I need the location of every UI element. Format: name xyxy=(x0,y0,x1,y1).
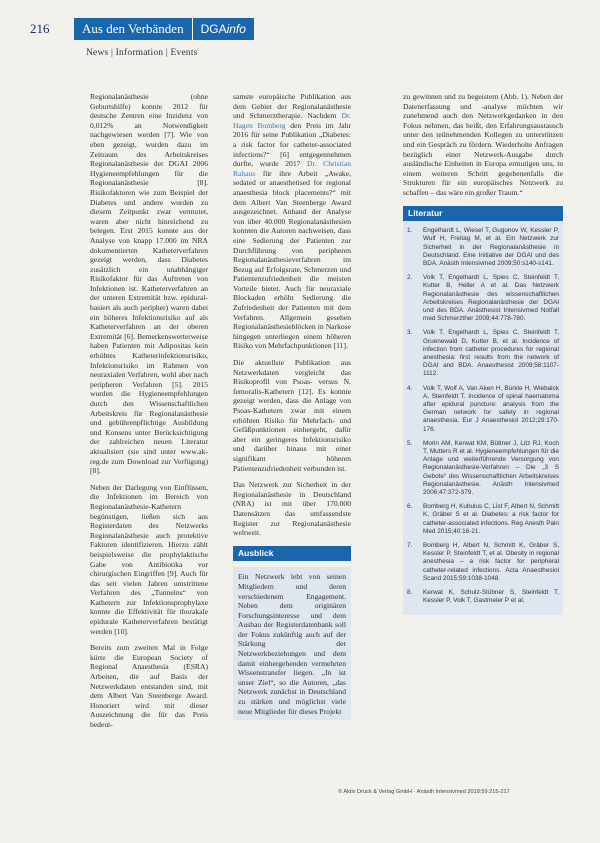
magazine-suffix: info xyxy=(226,22,246,36)
reference-text: Kerwat K, Schulz-Stübner S, Steinfeldt T, Kessler P, Volk T, Gastmeier P et al. xyxy=(423,589,559,605)
reference-number: 2. xyxy=(407,274,413,282)
page-number: 216 xyxy=(30,21,50,36)
magazine-prefix: DGA xyxy=(200,22,227,36)
reference-item xyxy=(407,274,559,323)
text-column-2 xyxy=(233,92,351,720)
ausblick-heading: Ausblick xyxy=(233,546,351,562)
magazine-name xyxy=(192,18,254,40)
text-run: den Preis im Jahr 2016 für seine Publikation „Diabetes: a risk factor for catheter-associated infections?“ [6] entgegennehmen durfte, wurde 2017 xyxy=(233,120,351,169)
reference-text: Bomberg H, Kubulus C, List F, Albert N, Schmitt K, Gräber S et al. Diabetes: a risk factor for catheter-associated infections. Reg Anesth Pain Med 2015;40:16-21. xyxy=(423,503,559,535)
text-column-3 xyxy=(403,92,563,615)
section-title: Aus den Verbänden xyxy=(74,18,192,40)
paragraph: Neben der Darlegung von Einflüssen, die Infektionen im Bereich von Regionalanästhesie-Kathetern begünstigen, ließen sich aus Registerdaten des Netzwerks Regionalanästhesie auch protektive Faktoren identifizieren. Hierzu zählt beispielsweise die prophylaktische Gabe von Antibiotika vor chirurgischen Eingriffen [9]. Auch für das seit vielen Jahren umstrittene Verfahren des „Tunnelns“ von Kathetern zur Infektionsprophylaxe konnte die Effektivität für thorakale epidurale Katheterverfahren bestätigt werden [10]. xyxy=(90,482,208,636)
paragraph: Die aktuellste Publikation aus Netzwerkdaten vergleicht das Risikoprofil von Psoas- versus N. femoralis-Kathetern [12]. Es konnte gezeigt werden, dass die Anlage von Psoas-Kathetern zwar mit einem erhöhten Risiko für Mehrfach- und Gefäßpunktionen einhergeht, dafür aber ein geringeres Infektionsrisiko und darüber hinaus mit einer signifikant höheren Patientenzufriedenheit verbunden ist. xyxy=(233,358,351,473)
reference-item xyxy=(407,329,559,378)
reference-text: Volk T, Engelhardt L, Spies C, Steinfeldt T, Kutter B, Heller A et al. Das Netzwerk Regionalanästhesie des wissenschaftlichen Arbeitskreises Regionalanästhesie der DGAI und des BDA. Anästhesist Intensivmed Notfall med Schmerzther 2009;44:778-780. xyxy=(423,274,559,323)
text-run: für ihre Arbeit „Awake, sedated or anaesthetised for regional anaesthesia block placements?“ mit dem Albert Van Steenberge Award ausgezeichnet. Anhand der Analyse von über 40.000 Regionalanästhesien konnten die Autoren nachweisen, dass eine Sedierung der Patienten zur Durchführung von peripheren Regionalanästhesieverfahren im Bezug auf Erfolgsrate, Schmerzen und Patientenzufriedenheit die meisten Vorteile bietet. Auch für neuraxiale Blockaden erhöht Sedierung die Zufriedenheit der Patienten mit dem Verfahren. Allgemein gesehen Regionalanästhesieblöcken in Narkose hingegen unterliegen einem höheren Risiko von Mehrfachpunktionen [11]. xyxy=(233,168,351,351)
page-footer: © Aktiv Druck & Verlag GmbH · Anästh Intensivmed 2018;59:215-217 xyxy=(338,789,510,795)
author-name: Dr. Hagen Bomberg xyxy=(233,111,351,130)
section-subheader: News | Information | Events xyxy=(86,48,198,58)
paragraph: Das Netzwerk zur Sicherheit in der Regionalanästhesie in Deutschland (NRA) ist mit über 170.000 Datensätzen das umfassendste Register zur Regionalanästhesie weltweit. xyxy=(233,480,351,538)
ausblick-box xyxy=(233,546,351,721)
reference-text: Bomberg H, Albert N, Schmitt K, Gräber S, Kessler P, Steinfeldt T, et al. Obesity in regional anesthesia – a risk factor for peripheral catheter-related infections. Acta Anaesthesiol Scand 2015;59:1038-1048. xyxy=(423,542,559,582)
paragraph: Ein Netzwerk lebt von seinen Mitgliedern und deren verschiedenem Engagement. Neben dem originären Forschungsinteresse und dem Ausbau der Registerdatenbank soll der Fokus zukünftig auch auf der Stärkung der Netzwerkbeziehungen und dem damit einhergehenden vermehrten Wissenstransfer liegen. „In ist unser Ziel“, so die Autoren, „das Netzwerk zunächst in Deutschland zu stärken und möglichst viele neue Mitglieder für dieses Projekt xyxy=(238,572,346,716)
reference-item xyxy=(407,440,559,497)
reference-text: Morin AM, Kerwat KM, Büttner J, Litz RJ, Koch T, Mutters R et al. Hygieneempfehlungen für die Anlage und weiterführende Versorgung von Regionalanästhesie-Verfahren – Die „3 S Gebote“ des Wissenschaftlichen Arbeitskreises Regionalanästhesie. Anästh Intensivmed 2006;47:372-379. xyxy=(423,439,559,497)
reference-number: 3. xyxy=(407,329,413,337)
paragraph: Bereits zum zweiten Mal in Folge kürte die European Society of Regional Anaesthesia (ESRA) Arbeiten, die auf Basis der Netzwerkdaten entstanden sind, mit dem Albert Van Steenberge Award. Honoriert wird mit dieser Auszeichnung die für das Preis bedeut- xyxy=(90,643,208,729)
page-header xyxy=(30,18,590,40)
reference-item xyxy=(407,227,559,268)
reference-number: 8. xyxy=(407,589,413,597)
paragraph: Regionalanästhesie (ohne Geburtshilfe) konnte 2012 für deutsche Zentren eine Inzidenz von 0,012% an Notwendigkeit nachgewiesen werden [7]. Wie von eben gezeigt, wurden dazu im Zeitraum des Arbeitskreises Regionalanästhesie der DGAI 2006 Hygieneempfehlungen für die Regionalanästhesie [8]. Risikofaktoren wie zum Beispiel der Diabetes und andere wurden zu diesem Zeitpunkt zwar vermutet, waren aber nicht hinreichend zu belegen. Erst 2015 konnte aus der Analyse von knapp 17.000 im NRA dokumentierten Katheterverfahren gezeigt werden, dass Diabetes zusätzlich ein unabhängiger Risikofaktor für das Auftreten von Infektionen ist. Katheterverfahren an der unteren Extremität bzw. epidural-basiert als auch peripher) waren dabei ein höheres Infektionsrisiko auf als Katheterverfahren an der oberen Extremität [6]. Bemerkenswerterweise haben Patienten mit Adipositas kein erhöhtes Katheterinfektionsrisiko, Infektionsrisiko im Rahmen von neuraxialen Verfahren, wohl aber nach peripheren Verfahren [5]. 2015 wurden die Hygieneempfehlungen durch den Wissenschaftlichen Arbeitskreis für Regionalanästhesie und gebührenpflichtige Ausbildung und Konsens unter Berücksichtigung der zahlreichen neuen Literatur aktualisiert (sie sind unter www.ak-reg.de zum Download zur Verfügung) [8]. xyxy=(90,92,208,476)
reference-item xyxy=(407,503,559,536)
author-name: Dr. Christian Rahaus xyxy=(233,159,351,178)
reference-number: 5. xyxy=(407,439,413,447)
reference-list xyxy=(403,227,563,615)
reference-number: 6. xyxy=(407,503,413,511)
text-column-1 xyxy=(90,92,208,737)
ausblick-body xyxy=(233,567,351,720)
paragraph xyxy=(233,92,351,351)
reference-text: Volk T, Wolf A, Van Aken H, Bürkle H, Wiebalck A, Steinfeldt T. Incidence of spinal haematoma after epidural puncture: analysis from the German network for safety in regional anaesthesia. Eur J Anaesthesiol 2012;29:170-176. xyxy=(423,384,559,433)
reference-item xyxy=(407,385,559,434)
reference-text: Volk T, Engelhardt L, Spies C, Steinfeldt T, Gruenewald D, Kutter B, et al. Incidence of infection from catheter procedures for regional anesthesia: first results from the network of DGAI and BDA. Anaesthesist 2009;58:1107-1112. xyxy=(423,329,559,378)
reference-number: 1. xyxy=(407,227,413,235)
paragraph: zu gewinnen und zu begeistern (Abb. 1). Neben der Datenerfassung und -analyse möchten wir zunehmend auch den Netzwerkgedanken in den Fokus nehmen, das heißt, den Erfahrungsaustausch unter den teilnehmenden Kollegen zu unterstützen und ein Gespräch zu fördern. Wiederholte Anfragen bezüglich einer Netzwerk-Ausgabe durch ausländische Einheiten in Europa ermutigen uns, in einem weiteren Schritt gegebenenfalls die Strukturen für ein europäisches Netzwerk zu schaffen – das wäre ein großer Traum.“ xyxy=(403,92,563,197)
literature-heading: Literatur xyxy=(403,206,563,222)
literature-box xyxy=(403,206,563,616)
reference-text: Engelhardt L, Wiesel T, Gugonov W, Kessler P, Wulf H, Freitag M, et al. Ein Netzwerk zur Sicherheit in der Regionalanästhesie in Deutschland. Eine Initiative der DGAI und des BDA. Anästh Intensivmed 2009;50:s140-s141. xyxy=(423,227,559,267)
text-run: samste europäische Publikation aus dem Gebiet der Regionalanästhesie und Schmerztherapie. Nachdem xyxy=(233,92,351,121)
reference-number: 7. xyxy=(407,542,413,550)
reference-item xyxy=(407,589,559,605)
reference-number: 4. xyxy=(407,384,413,392)
reference-item xyxy=(407,542,559,583)
